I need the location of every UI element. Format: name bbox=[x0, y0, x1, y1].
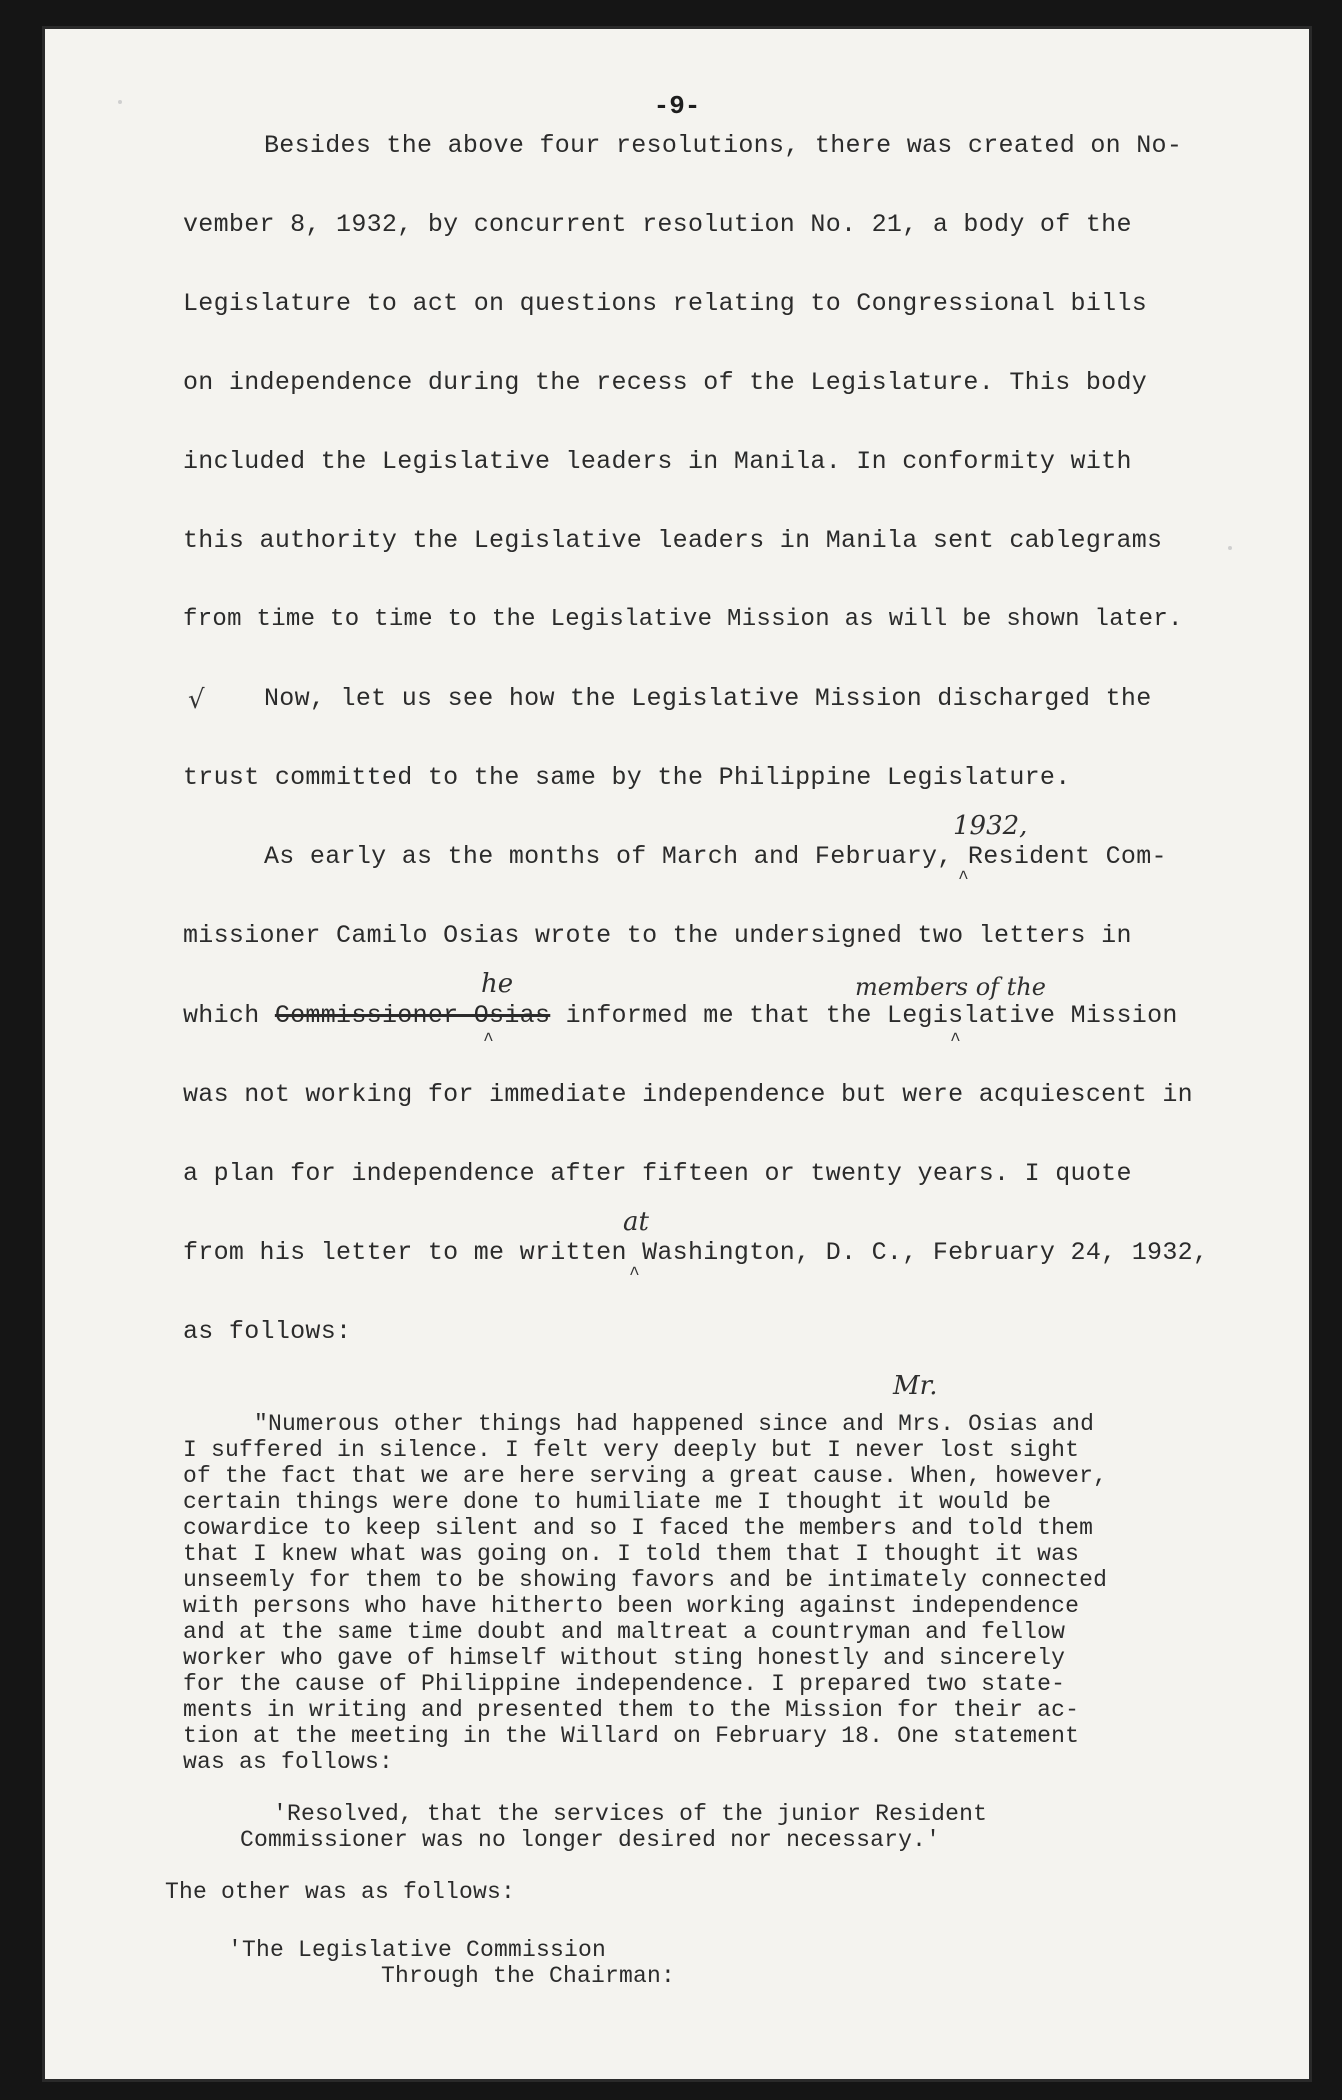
quote-line-8: with persons who have hitherto been working against independence bbox=[183, 1593, 1080, 1619]
handwritten-he-insert: he bbox=[481, 969, 514, 999]
handwritten-mr-insert: Mr. bbox=[893, 1371, 938, 1401]
body-line-10: As early as the months of March and February, Resident Com- bbox=[264, 842, 1167, 871]
quote-line-12: ments in writing and presented them to the Mission for their ac- bbox=[183, 1697, 1080, 1723]
body-line-16: as follows: bbox=[183, 1317, 352, 1346]
insertion-caret: ^ bbox=[629, 1265, 640, 1285]
quote-line-13: tion at the meeting in the Willard on February 18. One statement bbox=[183, 1723, 1080, 1749]
body-line-7: from time to time to the Legislative Mission as will be shown later. bbox=[183, 606, 1183, 633]
handwritten-members-insert: members of the bbox=[855, 973, 1046, 1001]
body-line-3: Legislature to act on questions relating to Congressional bills bbox=[183, 289, 1148, 318]
scan-speck bbox=[118, 100, 122, 104]
quote-line-7: unseemly for them to be showing favors and be intimately connected bbox=[183, 1567, 1108, 1593]
body-line-6: this authority the Legislative leaders in Manila sent cablegrams bbox=[183, 526, 1163, 555]
page-number: -9- bbox=[653, 91, 701, 121]
body-line-5: included the Legislative leaders in Manila. In conformity with bbox=[183, 447, 1132, 476]
check-mark: √ bbox=[188, 685, 205, 715]
insertion-caret: ^ bbox=[950, 1031, 961, 1051]
handwritten-year-insert: 1932, bbox=[953, 811, 1028, 841]
body-line-9: trust committed to the same by the Philippine Legislature. bbox=[183, 763, 1071, 792]
resolution-line-2: Commissioner was no longer desired nor necessary.' bbox=[240, 1827, 941, 1853]
quote-line-11: for the cause of Philippine independence. I prepared two state- bbox=[183, 1671, 1066, 1697]
quote-line-2: I suffered in silence. I felt very deeply but I never lost sight bbox=[183, 1437, 1080, 1463]
body-line-14: a plan for independence after fifteen or twenty years. I quote bbox=[183, 1159, 1132, 1188]
body-line-13: was not working for immediate independence but were acquiescent in bbox=[183, 1080, 1193, 1109]
insertion-caret: ^ bbox=[958, 869, 969, 889]
handwritten-at-insert: at bbox=[623, 1207, 649, 1237]
quote-line-5: cowardice to keep silent and so I faced the members and told them bbox=[183, 1515, 1094, 1541]
body-line-8: Now, let us see how the Legislative Mission discharged the bbox=[264, 684, 1152, 713]
quote-line-6: that I knew what was going on. I told them that I thought it was bbox=[183, 1541, 1080, 1567]
body-line-2: vember 8, 1932, by concurrent resolution No. 21, a body of the bbox=[183, 210, 1132, 239]
struck-text: Commissioner Osias bbox=[274, 1001, 551, 1030]
address-line-1: 'The Legislative Commission bbox=[228, 1937, 607, 1963]
document-page bbox=[42, 26, 1312, 2082]
body-line-15: from his letter to me written Washington, D. C., February 24, 1932, bbox=[183, 1238, 1209, 1267]
quote-line-4: certain things were done to humiliate me I thought it would be bbox=[183, 1489, 1052, 1515]
body-line-1: Besides the above four resolutions, there was created on No- bbox=[264, 131, 1183, 160]
quote-line-1: "Numerous other things had happened since and Mrs. Osias and bbox=[254, 1411, 1095, 1437]
quote-line-14: was as follows: bbox=[183, 1749, 394, 1775]
quote-line-3: of the fact that we are here serving a great cause. When, however, bbox=[183, 1463, 1108, 1489]
quote-line-9: and at the same time doubt and maltreat a countryman and fellow bbox=[183, 1619, 1066, 1645]
body-line-4: on independence during the recess of the Legislature. This body bbox=[183, 368, 1148, 397]
scan-speck bbox=[1228, 546, 1232, 550]
quote-line-10: worker who gave of himself without sting honestly and sincerely bbox=[183, 1645, 1066, 1671]
body-line-12: which Commissioner Osias informed me that the Legislative Mission bbox=[183, 1001, 1178, 1030]
insertion-caret: ^ bbox=[483, 1031, 494, 1051]
resolution-line-1: 'Resolved, that the services of the junior Resident bbox=[273, 1801, 988, 1827]
other-line: The other was as follows: bbox=[165, 1879, 516, 1905]
body-line-11: missioner Camilo Osias wrote to the undersigned two letters in bbox=[183, 921, 1132, 950]
address-line-2: Through the Chairman: bbox=[381, 1963, 676, 1989]
